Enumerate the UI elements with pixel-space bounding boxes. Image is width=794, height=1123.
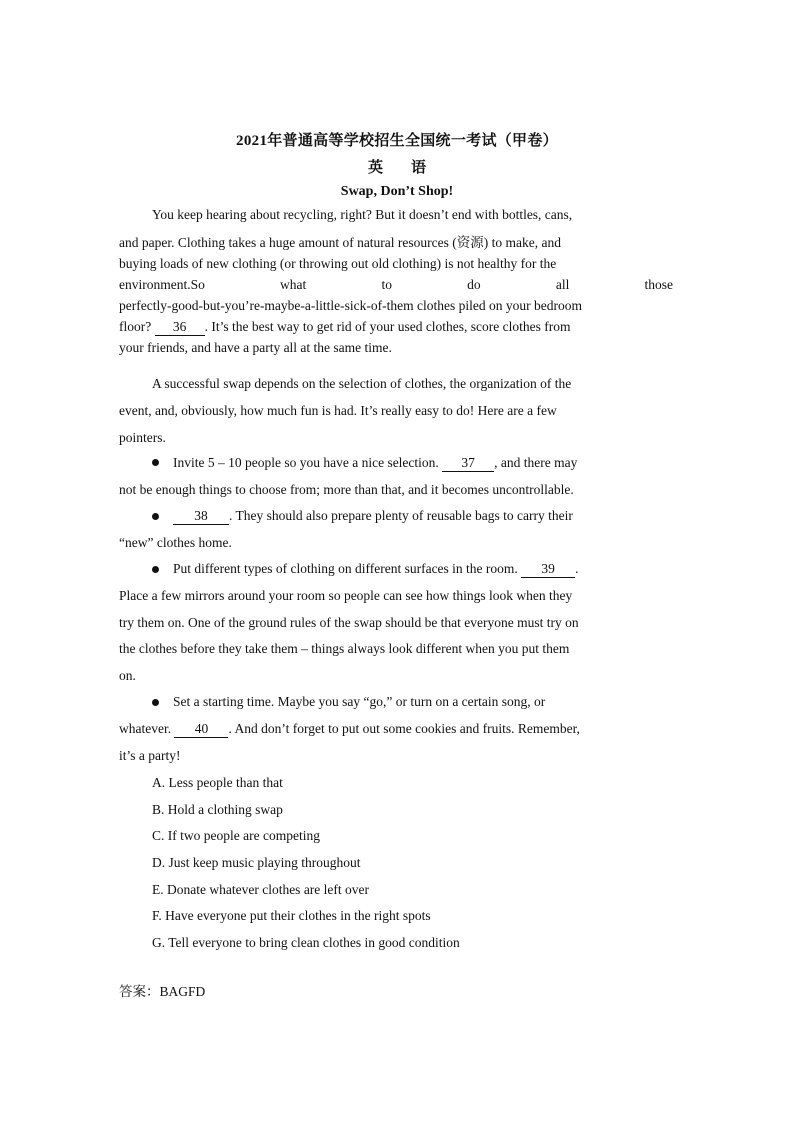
paragraph-line: perfectly-good-but-you’re-maybe-a-little-sick-of-them clothes piled on your bedroom <box>119 298 582 313</box>
paragraph-line: it’s a party! <box>119 747 181 763</box>
exam-title: 2021年普通高等学校招生全国统一考试（甲卷） <box>236 133 558 149</box>
option-b: B. Hold a clothing swap <box>152 801 283 817</box>
paragraph-line: You keep hearing about recycling, right? But it doesn’t end with bottles, cans, <box>152 207 573 222</box>
text: . And don’t forget to put out some cookies and fruits. Remember, <box>228 720 580 736</box>
text: floor? <box>119 319 155 334</box>
text: Set a starting time. Maybe you say “go,” or turn on a certain song, or <box>173 694 546 710</box>
paragraph-line: your friends, and have a party all at the same time. <box>119 340 392 355</box>
subject-heading <box>0 156 794 177</box>
blank-36: 36 <box>155 319 205 336</box>
option-g: G. Tell everyone to bring clean clothes in good condition <box>152 935 460 951</box>
paragraph-line: event, and, obviously, how much fun is had. It’s really easy to do! Here are a few <box>119 403 557 418</box>
bullet-list <box>119 450 673 769</box>
paragraph-line: and paper. Clothing takes a huge amount of natural resources (资源) to make, and <box>119 235 561 250</box>
word: environment.So <box>119 277 205 292</box>
bullet-item-1 <box>119 450 673 477</box>
paragraph-line: “new” clothes home. <box>119 534 232 550</box>
bullet-item-2 <box>119 503 673 530</box>
blank-39: 39 <box>521 561 575 578</box>
word: do <box>467 277 481 292</box>
text: . They should also prepare plenty of reusable bags to carry their <box>229 508 573 524</box>
text: Put different types of clothing on different surfaces in the room. <box>173 561 522 577</box>
word: what <box>280 277 307 292</box>
paragraph-line: try them on. One of the ground rules of the swap should be that everyone must try on <box>119 614 579 630</box>
word: those <box>644 277 673 292</box>
paragraph-1-first-line <box>119 204 673 225</box>
option-a: A. Less people than that <box>152 775 283 790</box>
paragraph-line: pointers. <box>119 430 166 445</box>
bullet-dot-icon <box>152 699 159 706</box>
paragraph-line <box>119 716 673 743</box>
text: Invite 5 – 10 people so you have a nice selection. <box>173 455 443 470</box>
option-c: C. If two people are competing <box>152 828 320 844</box>
bullet-dot-icon <box>152 459 159 466</box>
paragraph-line: the clothes before they take them – things always look different when you put them <box>119 641 570 657</box>
text: . <box>575 561 579 577</box>
paragraph-2 <box>119 370 673 451</box>
word: all <box>555 277 570 292</box>
answer-label: 答案： <box>119 984 160 999</box>
bullet-dot-icon <box>152 513 159 520</box>
paragraph-line: A successful swap depends on the selection of clothes, the organization of the <box>152 376 572 391</box>
word: to <box>381 277 392 292</box>
answer-line <box>119 980 205 1000</box>
option-e: E. Donate whatever clothes are left over <box>152 881 370 897</box>
option-f: F. Have everyone put their clothes in the right spots <box>152 908 431 924</box>
blank-37: 37 <box>442 455 494 472</box>
bullet-item-4 <box>119 689 673 716</box>
paragraph-line: buying loads of new clothing (or throwing out old clothing) is not healthy for the <box>119 256 557 271</box>
paragraph-line <box>119 316 673 337</box>
subject-char-1: 英 <box>367 160 383 176</box>
passage-title: Swap, Don’t Shop! <box>340 184 454 199</box>
bullet-item-3 <box>119 556 673 583</box>
text: , and there may <box>494 455 578 470</box>
paragraph-1 <box>119 232 673 358</box>
answer-value: BAGFD <box>159 984 206 999</box>
paragraph-line: not be enough things to choose from; more than that, and it becomes uncontrollable. <box>119 481 574 497</box>
paragraph-line: on. <box>119 667 136 683</box>
bullet-dot-icon <box>152 566 159 573</box>
text: whatever. <box>119 720 175 736</box>
paragraph-line-justified <box>119 274 673 295</box>
blank-40: 40 <box>174 721 228 738</box>
paragraph-line: Place a few mirrors around your room so people can see how things look when they <box>119 587 573 603</box>
option-d: D. Just keep music playing throughout <box>152 855 361 871</box>
options-list <box>152 770 460 957</box>
blank-38: 38 <box>173 508 229 525</box>
text: . It’s the best way to get rid of your used clothes, score clothes from <box>204 319 571 334</box>
subject-char-2: 语 <box>411 160 427 176</box>
